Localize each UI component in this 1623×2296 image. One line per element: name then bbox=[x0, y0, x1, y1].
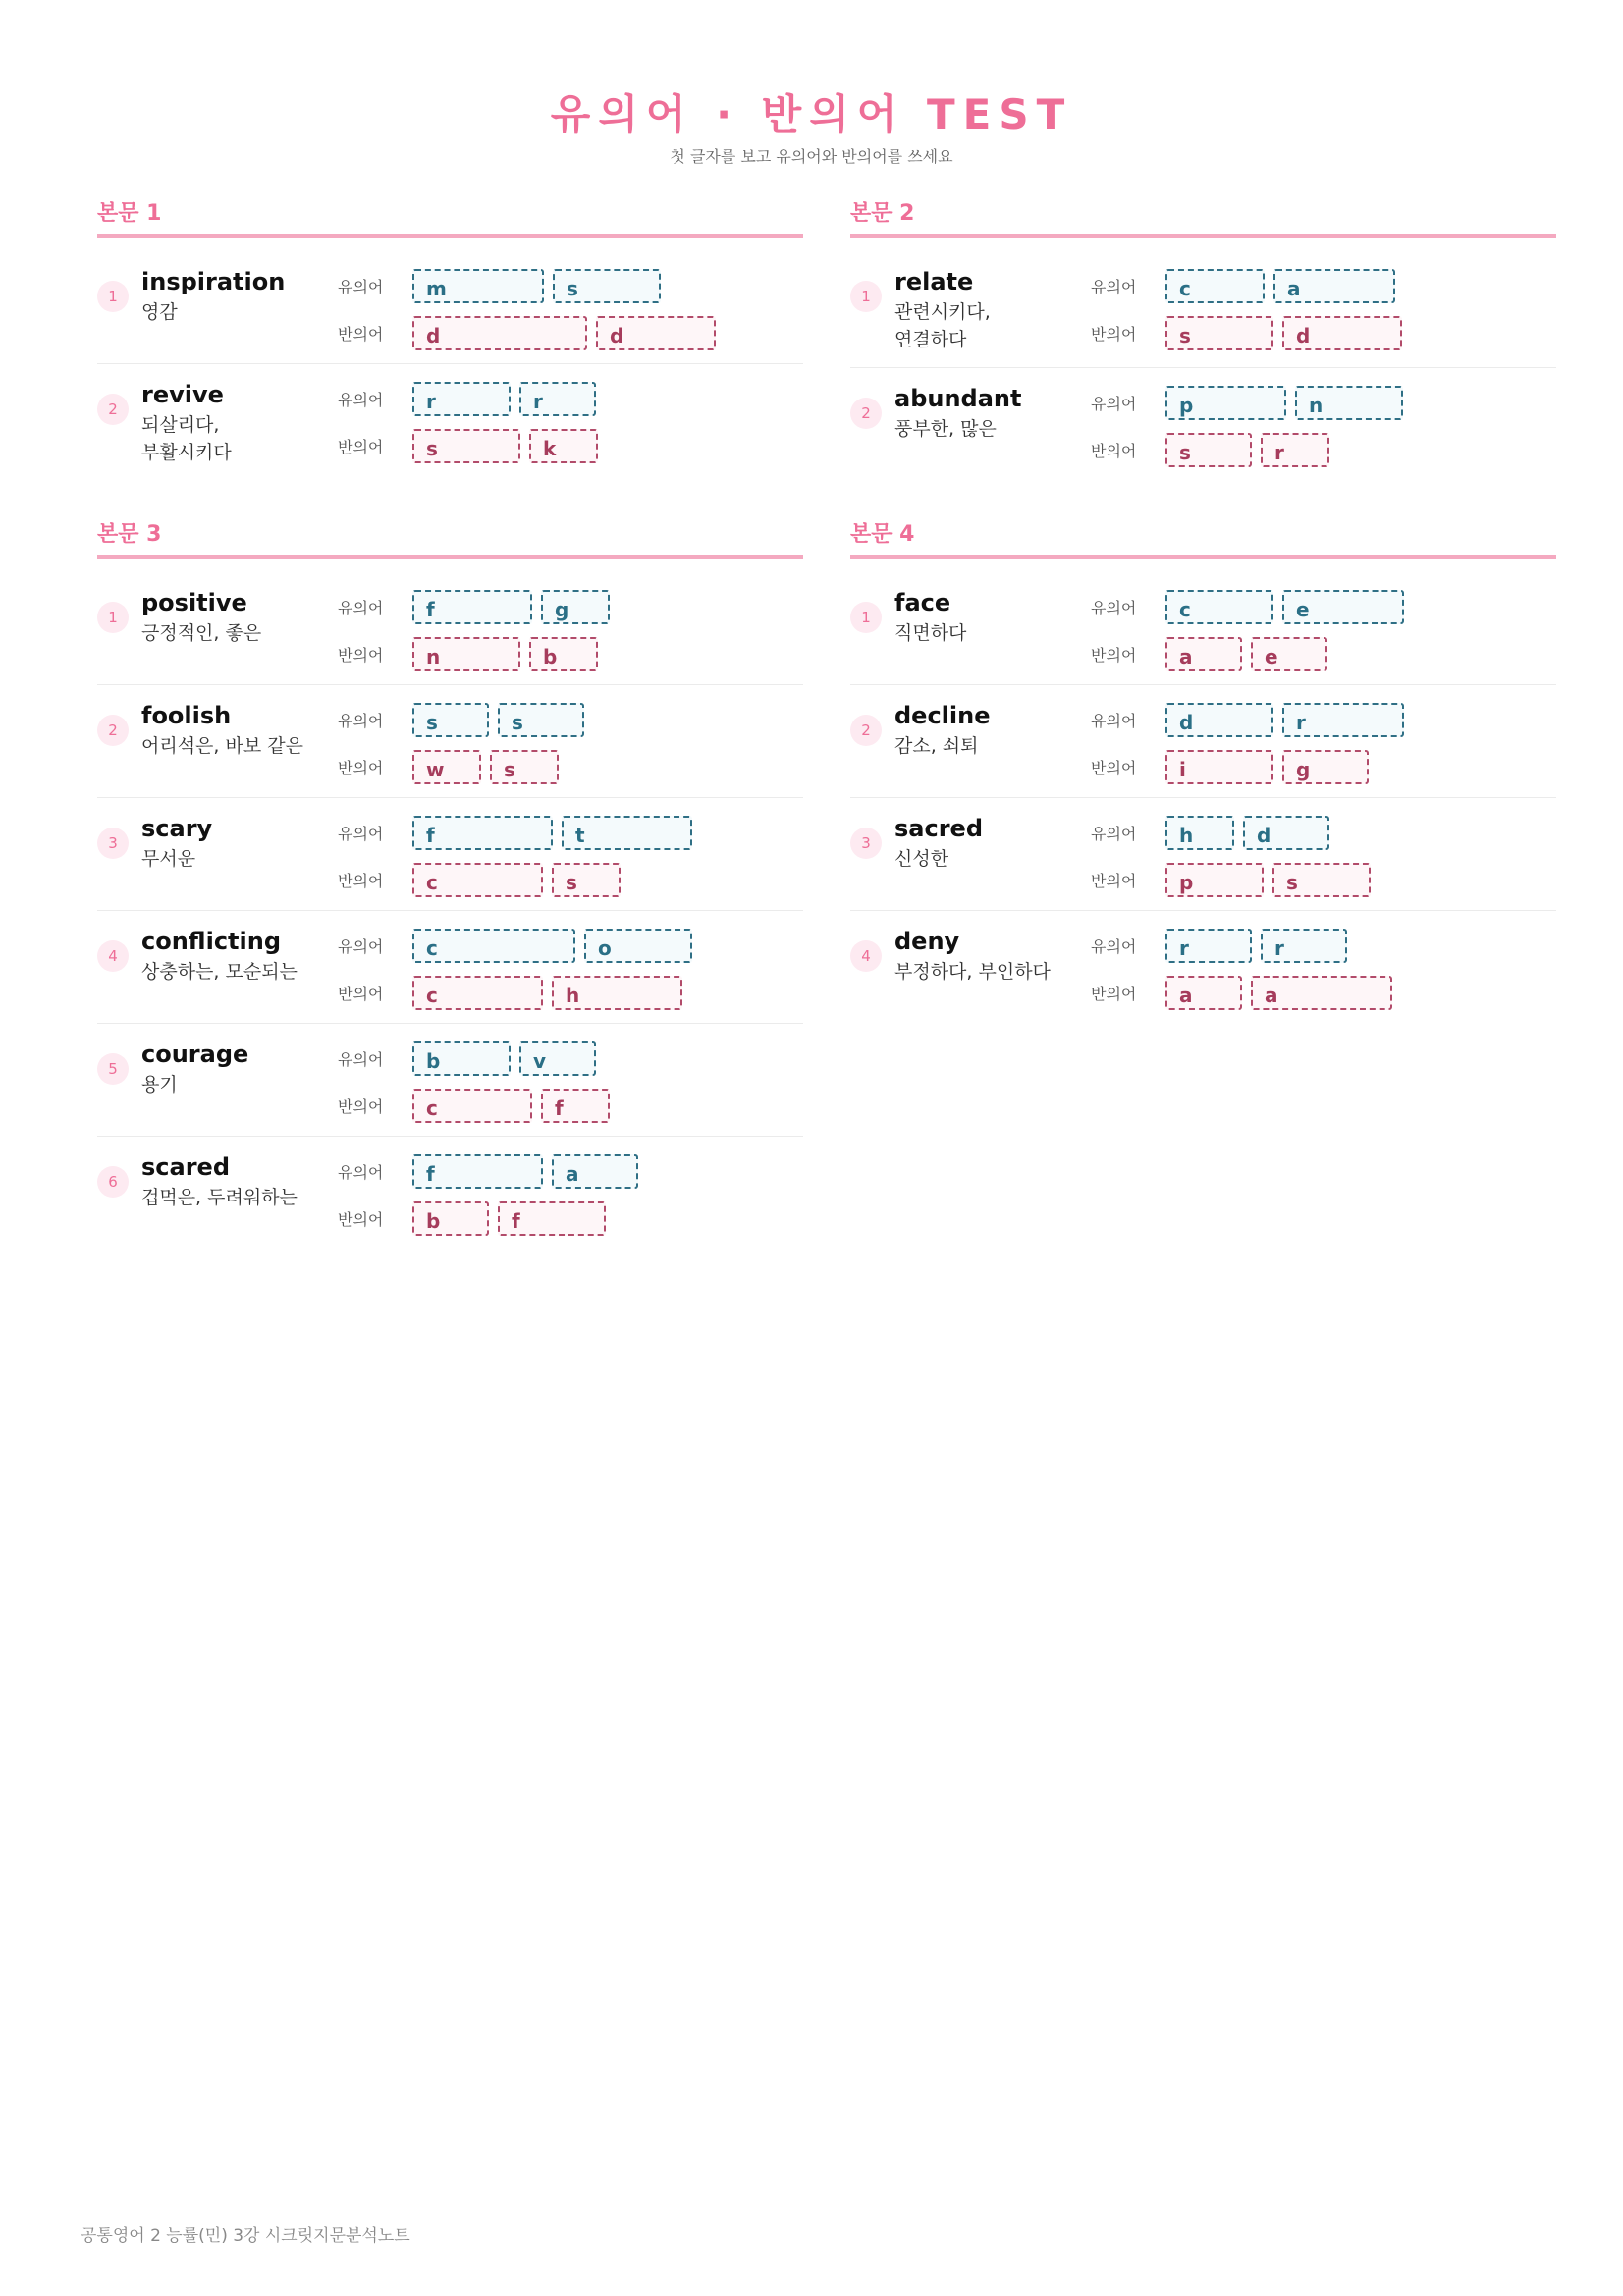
synonym-label: 유의어 bbox=[338, 937, 384, 956]
vocab-entry bbox=[850, 911, 1556, 1023]
antonym-answer-box[interactable]: a bbox=[1165, 637, 1242, 671]
synonym-label: 유의어 bbox=[1091, 599, 1137, 617]
antonym-answer-box[interactable]: s bbox=[552, 863, 621, 897]
antonym-label: 반의어 bbox=[338, 759, 384, 777]
antonym-answer-box[interactable]: i bbox=[1165, 750, 1273, 784]
antonym-answer-box[interactable]: e bbox=[1251, 637, 1327, 671]
vocab-meaning: 용기 bbox=[141, 1074, 178, 1095]
vocab-word: courage bbox=[141, 1041, 249, 1068]
vocab-entry bbox=[97, 1137, 803, 1249]
vocab-word: positive bbox=[141, 589, 247, 616]
vocab-meaning: 겁먹은, 두려워하는 bbox=[141, 1187, 298, 1208]
section-1 bbox=[97, 196, 803, 480]
synonym-label: 유의어 bbox=[338, 278, 384, 296]
section-title: 본문 3 bbox=[97, 517, 803, 559]
vocab-meaning: 신성한 bbox=[894, 848, 949, 870]
vocab-entry bbox=[97, 798, 803, 911]
antonym-answer-box[interactable]: a bbox=[1165, 976, 1242, 1010]
synonym-answer-box[interactable]: s bbox=[412, 703, 489, 737]
vocab-meaning: 풍부한, 많은 bbox=[894, 418, 997, 440]
vocab-meaning: 무서운 bbox=[141, 848, 196, 870]
entry-number: 4 bbox=[97, 940, 129, 972]
synonym-answer-box[interactable]: c bbox=[412, 929, 575, 963]
section-4 bbox=[850, 517, 1556, 1023]
antonym-answer-box[interactable]: f bbox=[498, 1201, 606, 1236]
synonym-answer-box[interactable]: s bbox=[553, 269, 661, 303]
vocab-meaning: 부정하다, 부인하다 bbox=[894, 961, 1051, 983]
antonym-answer-box[interactable]: s bbox=[490, 750, 559, 784]
synonym-label: 유의어 bbox=[338, 599, 384, 617]
antonym-answer-box[interactable]: s bbox=[1165, 316, 1273, 350]
antonym-answer-box[interactable]: s bbox=[412, 429, 520, 463]
synonym-answer-box[interactable]: s bbox=[498, 703, 584, 737]
antonym-label: 반의어 bbox=[338, 438, 384, 456]
entry-number: 1 bbox=[850, 281, 882, 312]
antonym-answer-box[interactable]: p bbox=[1165, 863, 1264, 897]
antonym-label: 반의어 bbox=[1091, 646, 1137, 665]
antonym-label: 반의어 bbox=[1091, 985, 1137, 1003]
antonym-answer-box[interactable]: r bbox=[1261, 433, 1329, 467]
synonym-answer-box[interactable]: d bbox=[1165, 703, 1273, 737]
entry-number: 2 bbox=[97, 394, 129, 425]
antonym-answer-box[interactable]: h bbox=[552, 976, 682, 1010]
vocab-entry bbox=[97, 685, 803, 798]
vocab-word: scary bbox=[141, 815, 213, 842]
section-title: 본문 1 bbox=[97, 196, 803, 238]
vocab-word: relate bbox=[894, 268, 974, 295]
synonym-answer-box[interactable]: d bbox=[1243, 816, 1329, 850]
antonym-label: 반의어 bbox=[338, 1210, 384, 1229]
section-title: 본문 4 bbox=[850, 517, 1556, 559]
synonym-answer-box[interactable]: r bbox=[519, 382, 596, 416]
vocab-word: scared bbox=[141, 1153, 230, 1181]
synonym-label: 유의어 bbox=[338, 391, 384, 409]
entry-number: 2 bbox=[97, 715, 129, 746]
entry-number: 3 bbox=[850, 828, 882, 859]
antonym-answer-box[interactable]: d bbox=[596, 316, 716, 350]
vocab-entry bbox=[850, 685, 1556, 798]
antonym-answer-box[interactable]: c bbox=[412, 976, 543, 1010]
section-2 bbox=[850, 196, 1556, 480]
vocab-entry bbox=[850, 572, 1556, 685]
antonym-answer-box[interactable]: w bbox=[412, 750, 481, 784]
antonym-answer-box[interactable]: a bbox=[1251, 976, 1392, 1010]
vocab-word: revive bbox=[141, 381, 224, 408]
section-3 bbox=[97, 517, 803, 1249]
vocab-word: abundant bbox=[894, 385, 1022, 412]
vocab-entry bbox=[97, 251, 803, 364]
synonym-answer-box[interactable]: e bbox=[1282, 590, 1404, 624]
vocab-meaning: 관련시키다, 연결하다 bbox=[894, 301, 991, 350]
antonym-label: 반의어 bbox=[1091, 325, 1137, 344]
antonym-label: 반의어 bbox=[338, 646, 384, 665]
entry-number: 1 bbox=[97, 281, 129, 312]
vocab-word: inspiration bbox=[141, 268, 286, 295]
synonym-label: 유의어 bbox=[1091, 395, 1137, 413]
entry-number: 2 bbox=[850, 398, 882, 429]
vocab-entry bbox=[97, 911, 803, 1024]
vocab-word: face bbox=[894, 589, 951, 616]
antonym-answer-box[interactable]: b bbox=[529, 637, 598, 671]
entry-number: 1 bbox=[97, 602, 129, 633]
synonym-label: 유의어 bbox=[338, 1163, 384, 1182]
antonym-label: 반의어 bbox=[1091, 759, 1137, 777]
antonym-label: 반의어 bbox=[338, 985, 384, 1003]
vocab-entry bbox=[850, 368, 1556, 480]
antonym-answer-box[interactable]: s bbox=[1165, 433, 1252, 467]
footer-text: 공통영어 2 능률(민) 3강 시크릿지문분석노트 bbox=[81, 2226, 410, 2246]
antonym-answer-box[interactable]: c bbox=[412, 1089, 532, 1123]
vocab-word: sacred bbox=[894, 815, 983, 842]
synonym-answer-box[interactable]: v bbox=[519, 1041, 596, 1076]
synonym-answer-box[interactable]: a bbox=[552, 1154, 638, 1189]
entry-number: 4 bbox=[850, 940, 882, 972]
section-title: 본문 2 bbox=[850, 196, 1556, 238]
antonym-answer-box[interactable]: c bbox=[412, 863, 543, 897]
synonym-answer-box[interactable]: b bbox=[412, 1041, 511, 1076]
synonym-label: 유의어 bbox=[1091, 712, 1137, 730]
antonym-answer-box[interactable]: d bbox=[1282, 316, 1402, 350]
vocab-entry bbox=[850, 251, 1556, 368]
synonym-answer-box[interactable]: c bbox=[1165, 590, 1273, 624]
vocab-meaning: 상충하는, 모순되는 bbox=[141, 961, 298, 983]
vocab-meaning: 어리석은, 바보 같은 bbox=[141, 735, 303, 757]
page-subtitle: 첫 글자를 보고 유의어와 반의어를 쓰세요 bbox=[670, 147, 953, 166]
vocab-word: deny bbox=[894, 928, 960, 955]
synonym-answer-box[interactable]: t bbox=[562, 816, 692, 850]
vocab-meaning: 영감 bbox=[141, 301, 178, 323]
vocab-word: foolish bbox=[141, 702, 232, 729]
entry-number: 1 bbox=[850, 602, 882, 633]
synonym-answer-box[interactable]: m bbox=[412, 269, 544, 303]
synonym-answer-box[interactable]: a bbox=[1273, 269, 1395, 303]
antonym-answer-box[interactable]: k bbox=[529, 429, 598, 463]
synonym-label: 유의어 bbox=[338, 825, 384, 843]
synonym-answer-box[interactable]: f bbox=[412, 816, 553, 850]
synonym-answer-box[interactable]: g bbox=[541, 590, 610, 624]
vocab-meaning: 감소, 쇠퇴 bbox=[894, 735, 979, 757]
vocab-entry bbox=[97, 1024, 803, 1137]
vocab-word: conflicting bbox=[141, 928, 282, 955]
antonym-answer-box[interactable]: s bbox=[1272, 863, 1371, 897]
synonym-answer-box[interactable]: r bbox=[1261, 929, 1347, 963]
antonym-answer-box[interactable]: d bbox=[412, 316, 587, 350]
vocab-entry bbox=[850, 798, 1556, 911]
synonym-label: 유의어 bbox=[338, 712, 384, 730]
antonym-label: 반의어 bbox=[1091, 872, 1137, 890]
antonym-answer-box[interactable]: b bbox=[412, 1201, 489, 1236]
antonym-label: 반의어 bbox=[338, 872, 384, 890]
vocab-word: decline bbox=[894, 702, 991, 729]
antonym-answer-box[interactable]: n bbox=[412, 637, 520, 671]
synonym-answer-box[interactable]: r bbox=[412, 382, 511, 416]
entry-number: 3 bbox=[97, 828, 129, 859]
vocab-meaning: 직면하다 bbox=[894, 622, 967, 644]
vocab-meaning: 되살리다, 부활시키다 bbox=[141, 414, 232, 463]
synonym-answer-box[interactable]: p bbox=[1165, 386, 1286, 420]
synonym-answer-box[interactable]: h bbox=[1165, 816, 1234, 850]
antonym-label: 반의어 bbox=[338, 1097, 384, 1116]
antonym-answer-box[interactable]: g bbox=[1282, 750, 1369, 784]
synonym-answer-box[interactable]: r bbox=[1165, 929, 1252, 963]
synonym-answer-box[interactable]: f bbox=[412, 590, 532, 624]
entry-number: 2 bbox=[850, 715, 882, 746]
synonym-answer-box[interactable]: f bbox=[412, 1154, 543, 1189]
synonym-label: 유의어 bbox=[1091, 825, 1137, 843]
entry-number: 5 bbox=[97, 1053, 129, 1085]
synonym-label: 유의어 bbox=[338, 1050, 384, 1069]
synonym-answer-box[interactable]: r bbox=[1282, 703, 1404, 737]
vocab-entry bbox=[97, 364, 803, 480]
synonym-label: 유의어 bbox=[1091, 937, 1137, 956]
vocab-meaning: 긍정적인, 좋은 bbox=[141, 622, 262, 644]
vocab-entry bbox=[97, 572, 803, 685]
synonym-label: 유의어 bbox=[1091, 278, 1137, 296]
antonym-answer-box[interactable]: f bbox=[541, 1089, 610, 1123]
synonym-answer-box[interactable]: n bbox=[1295, 386, 1403, 420]
antonym-label: 반의어 bbox=[338, 325, 384, 344]
entry-number: 6 bbox=[97, 1166, 129, 1198]
synonym-answer-box[interactable]: c bbox=[1165, 269, 1265, 303]
synonym-answer-box[interactable]: o bbox=[584, 929, 692, 963]
page-title: 유의어 · 반의어 TEST bbox=[550, 90, 1073, 138]
antonym-label: 반의어 bbox=[1091, 442, 1137, 460]
